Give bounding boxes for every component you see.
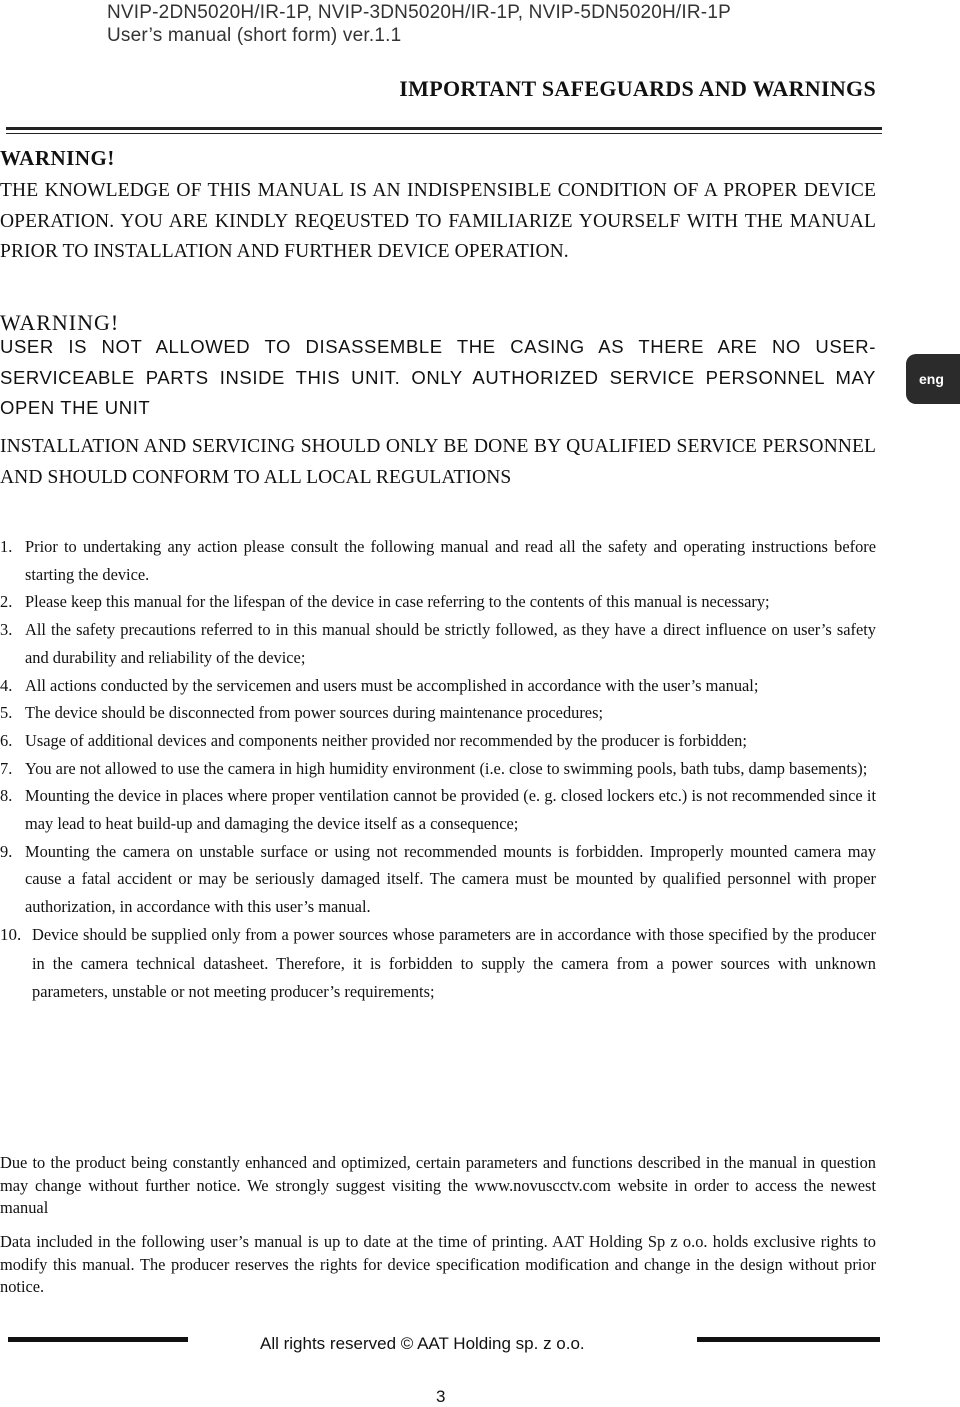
list-item: [0, 533, 876, 588]
item-number: 10.: [0, 924, 22, 944]
list-item: [0, 672, 876, 700]
item-text: Mounting the camera on unstable surface or using not recommended mounts is forbidden. Improperly mounted camera may cause a fatal accident or may be seriously damaged itself. The camera must be mounted by qualified personnel with proper authorization, in accordance with this user’s manual.: [25, 841, 876, 917]
item-number: 2.: [0, 592, 13, 612]
language-tab[interactable]: eng: [906, 354, 960, 404]
installation-note: INSTALLATION AND SERVICING SHOULD ONLY BE DONE BY QUALIFIED SERVICE PERSONNEL AND SHOULD CONFORM TO ALL LOCAL REGULATIONS: [0, 436, 876, 488]
item-text: You are not allowed to use the camera in high humidity environment (i.e. close to swimming pools, bath tubs, damp basements);: [25, 758, 868, 778]
item-text: The device should be disconnected from power sources during maintenance procedures;: [25, 703, 604, 723]
list-item: [0, 616, 876, 671]
list-item: [0, 782, 876, 837]
item-text: All actions conducted by the servicemen and users must be accomplished in accordance with the user’s manual;: [25, 675, 759, 695]
item-text: Mounting the device in places where proper ventilation cannot be provided (e. g. closed lockers etc.) is not recommended since it may lead to heat build-up and damaging the device itself as a consequence;: [25, 786, 876, 834]
item-number: 4.: [0, 675, 13, 695]
footer-rule-right: [697, 1337, 880, 1342]
list-item: [0, 921, 876, 1007]
warning-heading: WARNING!: [0, 310, 120, 335]
warning-text: THE KNOWLEDGE OF THIS MANUAL IS AN INDISPENSIBLE CONDITION OF A PROPER DEVICE OPERATION. YOU ARE KINDLY REQEUSTED TO FAMILIARIZE YOURSELF WITH THE MANUAL PRIOR TO INSTALLATION AND FURTHER DEVICE OPERATION.: [0, 180, 876, 262]
item-number: 3.: [0, 620, 13, 640]
item-text: Usage of additional devices and components neither provided nor recommended by the producer is forbidden;: [25, 730, 747, 750]
title-rule-thin: [6, 133, 882, 134]
item-text: All the safety precautions referred to in this manual should be strictly followed, as they have a direct influence on user’s safety and durability and reliability of the device;: [25, 620, 876, 667]
safety-instructions-list: [0, 533, 876, 1007]
header-manual-version: User’s manual (short form) ver.1.1: [107, 25, 402, 46]
item-number: 5.: [0, 703, 13, 723]
warning-heading: WARNING!: [0, 146, 115, 170]
list-item: [0, 838, 876, 921]
section-title: IMPORTANT SAFEGUARDS AND WARNINGS: [399, 76, 876, 101]
item-text: Please keep this manual for the lifespan of the device in case referring to the contents of this manual is necessary;: [25, 592, 770, 612]
list-item: [0, 588, 876, 616]
item-text: Prior to undertaking any action please consult the following manual and read all the safety and operating instructions before starting the device.: [25, 537, 876, 584]
list-item: [0, 727, 876, 755]
rights-notice: Data included in the following user’s manual is up to date at the time of printing. AAT Holding Sp z o.o. holds exclusive rights to modify this manual. The producer reserves the rights for device specification modification and change in the design without prior notice.: [0, 1232, 876, 1296]
footer-copyright: All rights reserved © AAT Holding sp. z o.o.: [260, 1334, 585, 1353]
title-rule-thick: [6, 127, 882, 130]
footer-rule-left: [8, 1337, 188, 1342]
warning-text: USER IS NOT ALLOWED TO DISASSEMBLE THE CASING AS THERE ARE NO USER-SERVICEABLE PARTS INSIDE THIS UNIT. ONLY AUTHORIZED SERVICE PERSONNEL MAY OPEN THE UNIT: [0, 336, 876, 418]
item-text: Device should be supplied only from a power sources whose parameters are in accordance with those specified by the producer in the camera technical datasheet. Therefore, it is forbidden to supply the camera from a power sources with unknown parameters, unstable or not meeting producer’s requirements;: [32, 924, 876, 1002]
update-notice: Due to the product being constantly enhanced and optimized, certain parameters and functions described in the manual in question may change without further notice. We strongly suggest visiting the www.novuscctv.com website in order to access the newest manual: [0, 1153, 876, 1217]
item-number: 8.: [0, 786, 13, 806]
list-item: [0, 755, 876, 783]
item-number: 1.: [0, 537, 13, 556]
item-number: 6.: [0, 730, 13, 750]
page-number: 3: [436, 1387, 446, 1406]
item-number: 9.: [0, 841, 13, 861]
header-model-list: NVIP-2DN5020H/IR-1P, NVIP-3DN5020H/IR-1P, NVIP-5DN5020H/IR-1P: [107, 2, 731, 23]
list-item: [0, 699, 876, 727]
item-number: 7.: [0, 758, 13, 778]
